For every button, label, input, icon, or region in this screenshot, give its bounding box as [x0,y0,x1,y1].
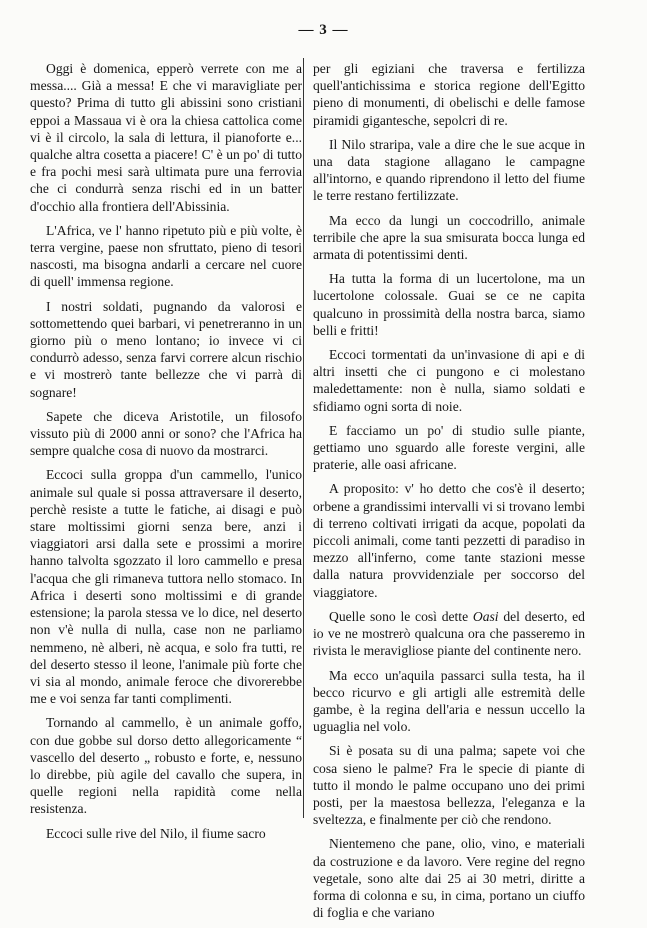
paragraph: Eccoci sulle rive del Nilo, il fiume sacro [46,825,266,841]
page-number: — 3 — [298,22,349,38]
paragraph: Eccoci tormentati da un'invasione di api e di altri insetti che ci pungono e ci molestano maledettamente: non è nulla, siamo soldati e sfidiamo ogni sorta di noie. [313,347,585,414]
paragraph: A proposito: v' ho detto che cos'è il deserto; orbene a grandissimi intervalli vi si trovano lembi di terreno coltivati irrigati da acque, popolati da piccoli animali, come tanti pezzetti di paradiso in mezzo all'inferno, come tante stazioni messe dalla natura provvidenziale per soccorso del viaggiatore. [313,481,585,600]
paragraph: I nostri soldati, pugnando da valorosi e sottomettendo quei barbari, vi penetreranno in un giorno più o meno lontano; io invece vi ci condurrò adesso, senza farvi correre alcun rischio e vi mostrerò tante bellezze che vi parrà di sognare! [30,298,302,400]
paragraph: Si è posata su di una palma; sapete voi che cosa sieno le palme? Fra le specie di piante di tutto il mondo le palme occupano uno dei primi posti, per la maestosa bellezza, l'eleganza e la sveltezza, e finalmente per ciò che rendono. [313,743,585,828]
paragraph: Sapete che diceva Aristotile, un filosofo vissuto più di 2000 anni or sono? che l'Africa ha sempre qualche cosa di nuovo da mostrarci. [30,408,302,459]
paragraph: Ha tutta la forma di un lucertolone, ma un lucertolone colossale. Guai se ce ne capita qualcuno in prossimità della nostra barca, siamo belli e fritti! [313,271,585,338]
italic-term: Oasi [472,608,499,624]
paragraph-oasi [313,608,585,660]
text-run: Quelle sono le così dette [329,608,473,624]
paragraph: Eccoci sulla groppa d'un cammello, l'unico animale sul quale si possa attraversare il deserto, perchè resiste a tutte le fatiche, ai disagi e può stare moltissimi giorni senza bere, anzi i viaggiatori arsi dalla sete e prossimi a morire hanno talvolta sgozzato il loro cammello e presa l'acqua che gli rimaneva tuttora nello stomaco. In Africa i deserti sono moltissimi e di grande estensione; la parola stessa ve lo dice, nel deserto non v'è nulla di nulla, case non ne parliamo nemmeno, nè alberi, nè acqua, e solo fra tutti, re del deserto stesso il leone, l'animale più forte che vi sia al mondo, animale feroce che divorerebbe me e voi senza far tanti complimenti. [30,467,302,707]
paragraph-continuation: per gli egiziani che traversa e fertilizza quell'antichissima e storica regione dell'Egitto pieno di monumenti, di obelischi e delle famose piramidi gigantesche, sepolcri di re. [313,61,585,128]
paragraph: E facciamo un po' di studio sulle piante, gettiamo uno sguardo alle foreste vergini, alle praterie, alle oasi africane. [313,422,585,473]
paragraph: Tornando al cammello, è un animale goffo, con due gobbe sul dorso detto allegoricamente “ vascello del deserto „ robusto e forte, e, nessuno lo direbbe, più agile del cavallo che supera, in quelle regioni nella rapidità come nella resistenza. [30,715,302,817]
paragraph: Ma ecco un'aquila passarci sulla testa, ha il becco ricurvo e gli artigli alle estremità delle gambe, è la regina dell'aria e nessun uccello la uguaglia nel volo. [313,667,585,735]
column-divider [303,58,304,818]
paragraph: Ma ecco da lungi un coccodrillo, animale terribile che apre la sua smisurata bocca lunga ed armata di potentissimi denti. [313,212,585,263]
paragraph: Il Nilo straripa, vale a dire che le sue acque in una data stagione allagano le campagne all'intorno, e quando riprendono il letto del fiume le terre restano fertilizzate. [313,136,585,204]
paragraph: L'Africa, ve l' hanno ripetuto più e più volte, è terra vergine, paese non sfruttato, pieno di tesori nascosti, ma bisogna andarli a cercare nel cuore di quell' immensa regione. [30,222,302,290]
text-run: del deserto, ed io ve ne mostrerò qualcuna ora che passeremo in rivista le meravigliose piante del continente nero. [313,608,585,659]
paragraph: Nientemeno che pane, olio, vino, e materiali da costruzione e da lavoro. Vere regine del regno vegetale, sono alte dai 25 ai 30 metri, diritte a forma di colonna e su, in cima, portano un ciuffo di foglia e che variano [313,836,585,921]
paragraph: Oggi è domenica, epperò verrete con me a messa.... Già a messa! E che vi maravigliate per questo? Prima di tutto gli abissini sono cristiani eppoi a Massaua vi è ora la chiesa cattolica come vi è il circolo, la sala di lettura, il pianoforte e... qualche altra cosetta a piacere! C' è un po' di tutto e fra pochi mesi sarà ultimata pure una ferrovia che ci condurrà senza rischi ed in un batter d'occhio alla frontiera dell'Abissinia. [30,61,302,214]
right-column [313,60,585,928]
left-column [30,60,302,849]
